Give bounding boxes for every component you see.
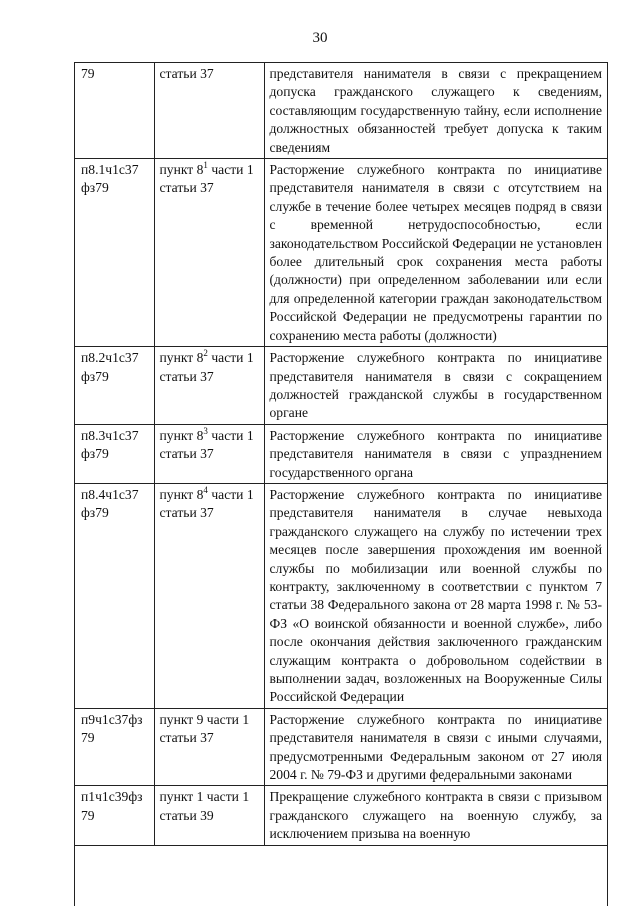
row-description: представителя нанимателя в связи с прекращением допуска гражданского служащего к сведениям, составляющим государственную тайну, если исполнение должностных обязанностей требует допуска к таким сведениям — [264, 63, 607, 159]
table-row — [75, 159, 607, 347]
table-row — [75, 786, 607, 845]
row-reference — [154, 483, 264, 708]
reference-superscript: 2 — [203, 348, 208, 359]
row-code: п8.1ч1с37 фз79 — [75, 159, 154, 347]
row-reference — [154, 424, 264, 483]
row-reference — [154, 347, 264, 425]
reference-text-tail: части 1 статьи 37 — [159, 486, 254, 521]
reference-text: пункт 9 части 1 статьи 37 — [159, 711, 250, 746]
reference-text: пункт 1 части 1 статьи 39 — [159, 789, 250, 823]
row-code: п9ч1с37фз 79 — [75, 708, 154, 786]
legal-table — [74, 62, 608, 906]
row-description: Расторжение служебного контракта по инициативе представителя нанимателя в случае невыхода гражданского служащего на службу по истечении трех месяцев после завершения прохождения им военной службы по мобилизации или военной службы по контракту, заключенному в соответствии с пунктом 7 статьи 38 Федерального закона от 28 марта 1998 г. № 53-ФЗ «О воинской обязанности и военной службе», либо после окончания действия заключенного гражданским служащим контракта о добровольном содействии в выполнении задач, возложенных на Вооруженные Силы Российской Федерации — [264, 483, 607, 708]
reference-superscript: 4 — [203, 484, 208, 495]
table-row — [75, 347, 607, 425]
reference-superscript: 3 — [203, 425, 208, 436]
row-code: п8.2ч1с37 фз79 — [75, 347, 154, 425]
table-row — [75, 483, 607, 708]
reference-text: пункт 8 — [159, 350, 204, 366]
row-description: Прекращение служебного контракта в связи с призывом гражданского служащего на военную службу, за исключением призыва на военную — [264, 786, 607, 845]
reference-text: статьи 37 — [159, 66, 214, 81]
reference-text-tail: части 1 статьи 37 — [159, 162, 254, 196]
row-reference — [154, 786, 264, 845]
row-reference — [154, 63, 264, 159]
reference-text: пункт 8 — [159, 427, 204, 443]
row-code: п1ч1с39фз 79 — [75, 786, 154, 845]
row-reference — [154, 708, 264, 786]
reference-text: пункт 8 — [159, 486, 204, 502]
reference-text-tail: части 1 статьи 37 — [159, 350, 254, 384]
reference-superscript: 1 — [203, 160, 208, 171]
legal-table-grid — [75, 63, 607, 846]
reference-text: пункт 8 — [159, 162, 204, 178]
reference-text-tail: части 1 статьи 37 — [159, 427, 254, 462]
row-description: Расторжение служебного контракта по инициативе представителя нанимателя в связи с упразднением государственного органа — [264, 424, 607, 483]
row-description: Расторжение служебного контракта по инициативе представителя нанимателя в связи с иными случаями, предусмотренными Федеральным законом от 27 июля 2004 г. № 79-ФЗ и другими федеральными законами — [264, 708, 607, 786]
table-row — [75, 63, 607, 159]
table-row — [75, 424, 607, 483]
row-reference — [154, 159, 264, 347]
row-description: Расторжение служебного контракта по инициативе представителя нанимателя в связи с сокращением должностей гражданской службы в государственном органе — [264, 347, 607, 425]
page-number: 30 — [312, 30, 328, 46]
row-code: п8.3ч1с37 фз79 — [75, 424, 154, 483]
row-code: п8.4ч1с37 фз79 — [75, 483, 154, 708]
row-description: Расторжение служебного контракта по инициативе представителя нанимателя в связи с отсутствием на службе в течение более четырех месяцев подряд в связи с временной нетрудоспособностью, если законодательством Российской Федерации не установлен более длительный срок сохранения места работы (должности) при определенном заболевании или если для определенной категории граждан законодательством Российской Федерации не предусмотрены гарантии по сохранению места работы (должности) — [264, 159, 607, 347]
table-row — [75, 708, 607, 786]
row-code: 79 — [75, 63, 154, 159]
